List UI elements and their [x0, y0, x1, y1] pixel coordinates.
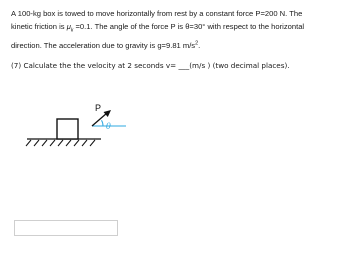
force-label: P	[95, 103, 102, 113]
problem-line-1	[11, 8, 343, 21]
problem-text-3: direction. The acceleration due to gravity is g=9.81 m/s	[11, 40, 196, 50]
angle-label: θ	[106, 122, 111, 131]
mu-subscript: k	[70, 27, 74, 34]
force-diagram	[25, 100, 165, 160]
ground-hatching	[26, 140, 95, 146]
question-7	[11, 61, 343, 71]
problem-text-2a: kinetic friction is	[11, 21, 67, 31]
force-vector	[92, 113, 107, 126]
problem-text-2b: =0.1. The angle of the force P is θ=30° with respect to the horizontal	[73, 21, 305, 31]
problem-statement	[11, 8, 343, 52]
question-text-after: (m/s ) (two decimal places).	[189, 61, 290, 70]
angle-arc	[102, 120, 104, 126]
answer-blank: ___	[178, 61, 190, 70]
box	[57, 119, 78, 139]
exponent: 2	[195, 39, 199, 46]
problem-text-3-end: .	[198, 40, 201, 50]
problem-text-1: A 100-kg box is towed to move horizontally from rest by a constant force P=200 N. The	[11, 9, 303, 18]
problem-line-2	[11, 21, 343, 37]
question-text-before: (7) Calculate the the velocity at 2 seconds v=	[11, 61, 179, 70]
mu-symbol: μ	[66, 21, 71, 31]
answer-input[interactable]	[14, 220, 118, 236]
problem-line-3	[11, 40, 343, 53]
force-arrowhead	[104, 110, 112, 117]
